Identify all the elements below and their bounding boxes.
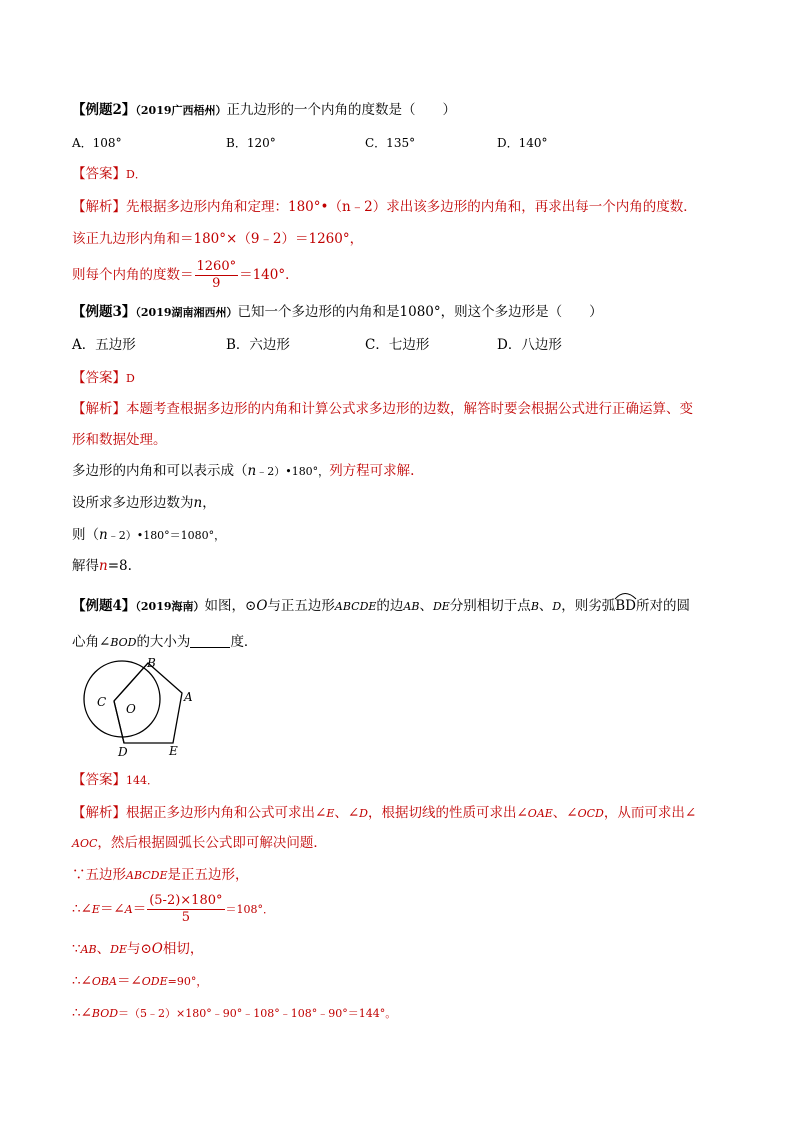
ex4-a1a: 根据正多边形内角和公式可求出∠ (126, 805, 327, 821)
ex4-q2b: BOD (110, 636, 137, 649)
ex4-a1g: 、∠ (552, 805, 578, 821)
ex4-q1e: 的边 (376, 598, 404, 614)
ex3-line3d: 列方程可求解. (329, 463, 415, 479)
ex3-line6b: n (99, 558, 108, 574)
ex4-s2a: ∴∠ (72, 901, 92, 917)
ex4-s3c: 、 (96, 941, 111, 957)
label-a: A (184, 690, 193, 704)
ex3-analysis-tag: 【解析】 (72, 401, 126, 417)
ex4-step2 (72, 889, 274, 930)
ex2-line3 (72, 258, 299, 292)
ex4-a2a: AOC (72, 837, 98, 850)
ex3-source: （2019湖南湘西州） (135, 306, 238, 319)
ex4-fraction-numerator: (5-2)×180° (149, 893, 223, 908)
ex3-line4c: ， (202, 495, 216, 511)
ex4-step1 (72, 866, 249, 885)
pentagon-abcde (114, 663, 182, 743)
ex3-option-a: A．五边形 (72, 337, 136, 353)
ex4-step3 (72, 940, 203, 959)
ex4-s5b: BOD (91, 1007, 119, 1020)
ex4-analysis-line2 (72, 834, 327, 853)
ex4-s3f: O (151, 941, 163, 957)
ex4-q1b: O (256, 598, 268, 614)
ex4-q1a: 如图，⊙ (204, 598, 257, 614)
ex2-analysis (72, 198, 697, 216)
ex3-answer-value: D (126, 372, 135, 385)
ex4-analysis-line1 (72, 804, 696, 823)
ex4-a1e: ，根据切线的性质可求出∠ (367, 805, 528, 821)
ex4-s2b: E (91, 903, 100, 916)
ex4-q2d: 度． (230, 634, 258, 650)
ex2-tag: 【例题2】 (72, 102, 136, 118)
ex4-q1o: 所对的圆 (635, 598, 690, 614)
ex4-q1l: D (552, 600, 562, 613)
ex4-answer-tag: 【答案】 (72, 772, 126, 788)
ex4-s1a: ∵五边形 (72, 867, 126, 883)
ex4-q1h: DE (432, 600, 450, 613)
ex4-s5a: ∴∠ (72, 1005, 92, 1021)
ex2-answer-tag: 【答案】 (72, 166, 126, 182)
ex4-s2c: ＝∠ (99, 901, 125, 917)
ex2-fraction-numerator: 1260° (196, 259, 237, 274)
ex3-tag: 【例题3】 (72, 304, 136, 320)
ex4-s5c: ＝（5﹣2）×180°﹣90°﹣108°﹣108°﹣90°＝144°。 (118, 1007, 397, 1020)
ex4-a2b: ，然后根据圆弧长公式即可解决问题． (97, 835, 327, 851)
ex3-option-b: B．六边形 (226, 337, 290, 353)
ex4-a1h: OCD (577, 807, 604, 820)
label-e: E (169, 744, 178, 758)
label-c: C (97, 695, 107, 709)
ex3-line5a: 则（ (72, 527, 99, 543)
ex4-q1d: ABCDE (334, 600, 377, 613)
ex3-line6a: 解得 (72, 558, 99, 574)
ex4-s3d: DE (110, 943, 127, 956)
label-d: D (118, 745, 128, 759)
ex2-answer-value: D． (126, 168, 146, 181)
ex2-analysis-text: 先根据多边形内角和定理：180°•（n﹣2）求出该多边形的内角和，再求出每一个内角的度数． (126, 199, 697, 215)
ex4-s4d: ODE (141, 975, 168, 988)
ex4-s3b: AB (80, 943, 97, 956)
ex4-q2a: 心角∠ (72, 634, 111, 650)
ex3-line3b: n (247, 463, 257, 479)
ex4-source: （2019海南） (135, 600, 205, 613)
ex4-s4a: ∴∠ (72, 973, 92, 989)
ex4-s2f: ＝108°． (225, 903, 274, 916)
ex2-line3-suffix: ＝140°． (239, 267, 299, 283)
ex4-answer (72, 771, 158, 790)
ex3-analysis (72, 400, 693, 418)
ex4-answer-blank (190, 633, 230, 648)
ex3-analysis-line1: 本题考查根据多边形的内角和计算公式求多边形的边数，解答时要会根据公式进行正确运算、变 (126, 401, 693, 417)
ex3-line3c: ﹣2）•180°， (256, 465, 330, 478)
ex4-figure (80, 655, 200, 760)
ex4-a1d: D (359, 807, 368, 820)
ex3-line5b: n (99, 527, 108, 543)
ex3-question-text: 已知一个多边形的内角和是1080°，则这个多边形是（ ） (237, 304, 603, 320)
ex4-fraction (147, 893, 224, 926)
ex2-option-d: D．140° (497, 136, 548, 150)
ex4-tag: 【例题4】 (72, 598, 136, 614)
ex4-q1k: 、 (538, 598, 553, 614)
ex2-option-b: B．120° (226, 136, 276, 150)
ex2-option-c: C．135° (365, 136, 416, 150)
ex4-q2c: 的大小为 (136, 634, 191, 650)
ex4-s3e: 与⊙ (126, 941, 152, 957)
ex3-option-d: D．八边形 (497, 337, 562, 353)
ex2-fraction-denominator: 9 (212, 276, 221, 291)
ex4-q1c: 与正五边形 (267, 598, 335, 614)
ex3-answer (72, 369, 135, 388)
ex4-q1m: ，则劣弧 (561, 598, 616, 614)
ex4-question-line2 (72, 633, 257, 652)
ex4-s1b: ABCDE (126, 869, 168, 882)
circle-o (84, 661, 160, 737)
ex4-s4e: =90°， (167, 975, 208, 988)
label-b: B (147, 656, 156, 670)
ex4-answer-value: 144． (126, 774, 158, 787)
ex2-option-a: A．108° (72, 136, 122, 150)
ex4-a1i: ，从而可求出∠ (603, 805, 697, 821)
ex3-line4 (72, 494, 216, 512)
ex4-q1n: BD (615, 598, 636, 614)
ex3-answer-tag: 【答案】 (72, 370, 126, 386)
ex3-question (72, 303, 603, 322)
ex3-line5 (72, 526, 225, 545)
ex2-line3-prefix: 则每个内角的度数＝ (72, 267, 194, 283)
ex2-line2: 该正九边形内角和＝180°×（9﹣2）＝1260°， (72, 231, 364, 247)
segment-bc (114, 663, 148, 701)
ex4-arc-bd (615, 597, 636, 615)
ex4-q1g: 、 (419, 598, 433, 614)
ex4-a1b: E (326, 807, 335, 820)
arc-mark-icon (614, 590, 638, 600)
ex4-step5 (72, 1004, 396, 1023)
ex2-source: （2019广西梧州） (135, 104, 227, 117)
ex4-s3a: ∵ (72, 941, 81, 957)
ex4-s1c: 是正五边形， (167, 867, 249, 883)
ex4-s4c: ＝∠ (116, 973, 142, 989)
ex4-q1i: 分别相切于点 (449, 598, 531, 614)
ex4-step4 (72, 972, 207, 991)
label-o: O (126, 702, 136, 716)
ex2-answer (72, 165, 146, 184)
ex3-line6c: =8. (107, 558, 132, 574)
ex3-line4b: n (193, 495, 203, 511)
ex3-line6 (72, 557, 132, 575)
ex4-analysis-tag: 【解析】 (72, 805, 126, 821)
ex4-a1c: 、∠ (334, 805, 360, 821)
ex3-line5c: ﹣2）•180°＝1080°， (107, 529, 226, 542)
ex2-fraction (195, 259, 239, 292)
ex2-analysis-tag: 【解析】 (72, 199, 126, 215)
ex3-line3a: 多边形的内角和可以表示成（ (72, 463, 248, 479)
ex4-s3g: 相切， (162, 941, 204, 957)
ex2-question (72, 101, 456, 120)
ex4-s2e: ＝ (132, 901, 147, 917)
ex3-line4a: 设所求多边形边数为 (72, 495, 194, 511)
ex4-question-line1 (72, 597, 690, 616)
ex4-q1j: B (530, 600, 539, 613)
ex4-a1f: OAE (527, 807, 553, 820)
ex2-question-text: 正九边形的一个内角的度数是（ ） (226, 102, 457, 118)
ex3-line3 (72, 462, 414, 481)
ex4-s2d: A (124, 903, 133, 916)
ex3-analysis-line2: 形和数据处理。 (72, 432, 167, 448)
ex4-s4b: OBA (91, 975, 117, 988)
ex4-q1f: AB (403, 600, 420, 613)
ex3-option-c: C．七边形 (365, 337, 430, 353)
ex4-fraction-denominator: 5 (181, 910, 190, 925)
